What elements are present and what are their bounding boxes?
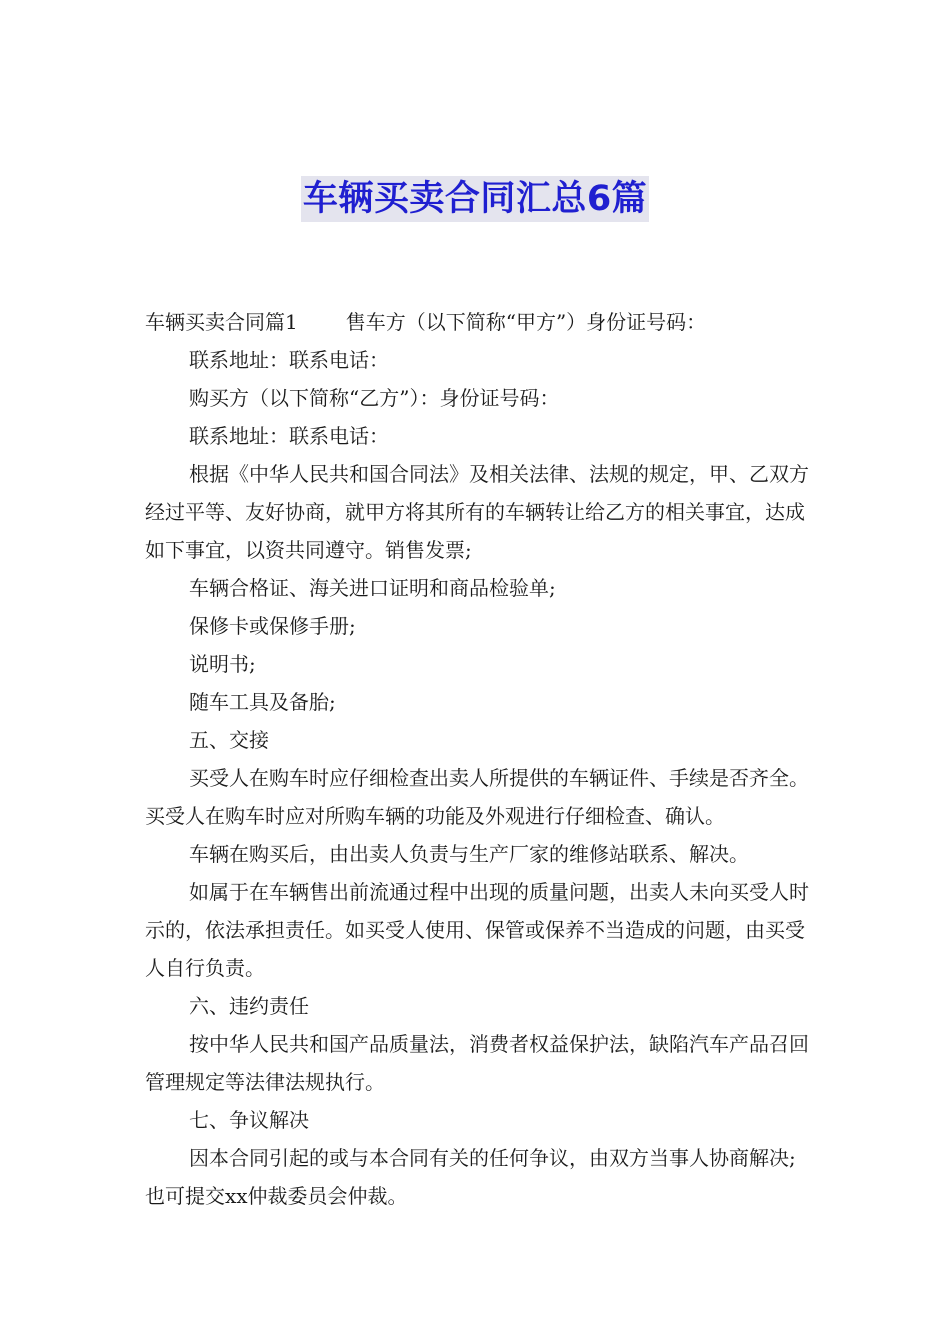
paragraph: 车辆合格证、海关进口证明和商品检验单; — [189, 576, 556, 600]
paragraph: 根据《中华人民共和国合同法》及相关法律、法规的规定，甲、乙双方经过平等、友好协商，就甲方将其所有的车辆转让给乙方的相关事宜，达成如下事宜，以资共同遵守。销售发票; — [145, 462, 809, 562]
paragraph: 保修卡或保修手册; — [189, 614, 356, 638]
paragraph: 买受人在购车时应仔细检查出卖人所提供的车辆证件、手续是否齐全。买受人在购车时应对所购车辆的功能及外观进行仔细检查、确认。 — [145, 766, 809, 828]
document-body — [145, 303, 810, 1215]
paragraph: 车辆在购买后，由出卖人负责与生产厂家的维修站联系、解决。 — [189, 842, 749, 866]
section-heading: 七、争议解决 — [189, 1108, 309, 1132]
first-line — [145, 303, 810, 341]
paragraph: 因本合同引起的或与本合同有关的任何争议，由双方当事人协商解决;也可提交xx仲裁委员会仲裁。 — [145, 1146, 796, 1208]
paragraph: 如属于在车辆售出前流通过程中出现的质量问题，出卖人未向买受人时示的，依法承担责任。如买受人使用、保管或保养不当造成的问题，由买受人自行负责。 — [145, 880, 809, 980]
paragraph: 按中华人民共和国产品质量法，消费者权益保护法，缺陷汽车产品召回管理规定等法律法规执行。 — [145, 1032, 809, 1094]
paragraph: 联系地址：联系电话： — [189, 424, 389, 448]
section-heading: 车辆买卖合同篇1 — [145, 310, 298, 334]
paragraph: 说明书; — [189, 652, 256, 676]
section-heading: 五、交接 — [189, 728, 269, 752]
title-container — [0, 176, 950, 222]
paragraph: 联系地址：联系电话： — [189, 348, 389, 372]
document-title: 车辆买卖合同汇总6篇 — [301, 176, 649, 222]
paragraph: 随车工具及备胎; — [189, 690, 336, 714]
paragraph: 购买方（以下简称“乙方”）：身份证号码： — [189, 386, 560, 410]
section-heading: 六、违约责任 — [189, 994, 309, 1018]
seller-id-line: 售车方（以下简称“甲方”）身份证号码： — [345, 310, 707, 334]
